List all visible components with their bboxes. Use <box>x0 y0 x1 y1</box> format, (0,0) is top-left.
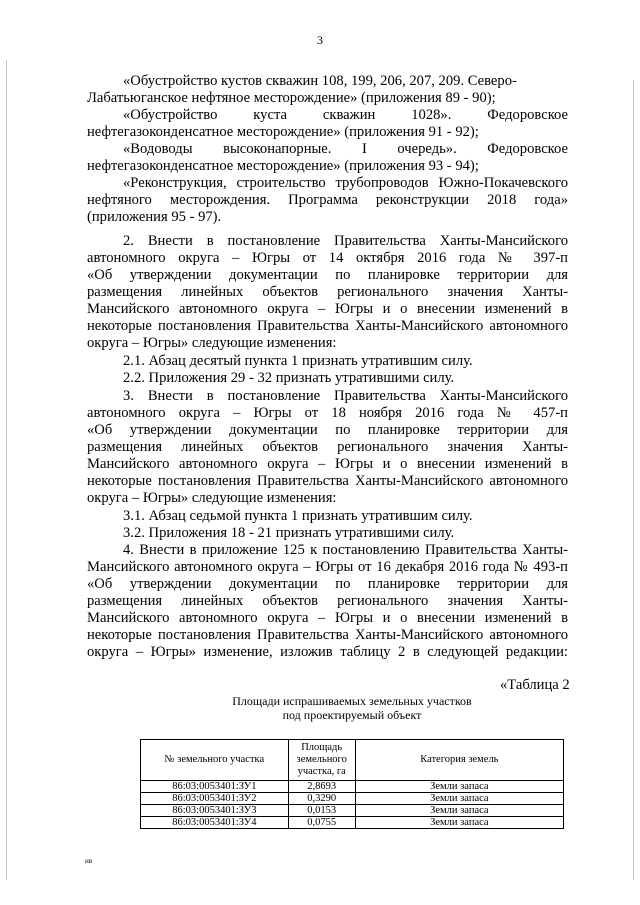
cell-plot-number: 86:03:0053401:ЗУ2 <box>141 793 289 805</box>
text-line: «Об утверждении документации по планировке территории для <box>87 267 568 283</box>
cell-plot-number: 86:03:0053401:ЗУ4 <box>141 817 289 829</box>
header-plot-number: № земельного участка <box>141 740 289 781</box>
text-line: 3.1. Абзац седьмой пункта 1 признать утратившим силу. <box>123 508 473 524</box>
text-line: «Об утверждении документации по планировке территории для <box>87 422 568 438</box>
cell-plot-area: 0,0755 <box>288 817 355 829</box>
text-line: размещения линейных объектов регионального значения Ханты- <box>87 593 568 609</box>
text-line: размещения линейных объектов регионального значения Ханты- <box>87 439 568 455</box>
text-line: нефтяного месторождения. Программа реконструкции 2018 года» <box>87 192 568 208</box>
table-label: «Таблица 2 <box>500 677 570 693</box>
text-line: Мансийского автономного округа – Югры и о внесении изменений в <box>87 301 568 317</box>
text-line: (приложения 95 - 97). <box>87 209 222 225</box>
table-row <box>141 781 564 793</box>
text-line: нефтегазоконденсатное месторождение» (приложения 91 - 92); <box>87 124 479 140</box>
cell-land-category: Земли запаса <box>355 817 563 829</box>
text-line: 4. Внести в приложение 125 к постановлению Правительства Ханты- <box>123 542 568 558</box>
text-line: «Обустройство куста скважин 1028». Федоровское <box>123 107 568 123</box>
text-line: некоторые постановления Правительства Ханты-Мансийского автономного <box>87 627 568 643</box>
table-caption-line-2: под проектируемый объект <box>282 708 422 722</box>
cell-land-category: Земли запаса <box>355 805 563 817</box>
land-plots-table <box>140 739 564 829</box>
text-line: автономного округа – Югры от 14 октября 2016 года № 397-п <box>87 250 568 266</box>
text-line: автономного округа – Югры от 18 ноября 2016 года № 457-п <box>87 405 568 421</box>
table-row <box>141 817 564 829</box>
text-line: 3.2. Приложения 18 - 21 признать утратившими силу. <box>123 525 455 541</box>
page-number: 3 <box>317 33 323 47</box>
cell-plot-number: 86:03:0053401:ЗУ3 <box>141 805 289 817</box>
text-line: некоторые постановления Правительства Ханты-Мансийского автономного <box>87 318 568 334</box>
text-line: округа – Югры» следующие изменения: <box>87 490 337 506</box>
text-line: Лабатьюганское нефтяное месторождение» (приложения 89 - 90); <box>87 90 496 106</box>
cell-plot-area: 2,8693 <box>288 781 355 793</box>
text-line: Мансийского автономного округа – Югры и о внесении изменений в <box>87 610 568 626</box>
footer-mark: нв <box>85 857 93 865</box>
text-line: 2. Внести в постановление Правительства Ханты-Мансийского <box>123 233 568 249</box>
text-line: 2.1. Абзац десятый пункта 1 признать утратившим силу. <box>123 353 473 369</box>
text-line: 2.2. Приложения 29 - 32 признать утратившими силу. <box>123 370 455 386</box>
text-line: «Обустройство кустов скважин 108, 199, 206, 207, 209. Северо- <box>123 73 517 89</box>
text-line: «Водоводы высоконапорные. I очередь». Федоровское <box>123 141 568 157</box>
header-plot-area: Площадь земельного участка, га <box>288 740 355 781</box>
text-line: округа – Югры» изменение, изложив таблицу 2 в следующей редакции: <box>87 644 568 660</box>
text-line: Мансийского автономного округа – Югры от 16 декабря 2016 года № 493-п <box>87 559 568 575</box>
cell-plot-number: 86:03:0053401:ЗУ1 <box>141 781 289 793</box>
text-line: «Реконструкция, строительство трубопроводов Южно-Покачевского <box>123 175 568 191</box>
text-line: округа – Югры» следующие изменения: <box>87 335 337 351</box>
text-line: некоторые постановления Правительства Ханты-Мансийского автономного <box>87 473 568 489</box>
table-caption-line-1: Площади испрашиваемых земельных участков <box>232 694 472 708</box>
text-line: размещения линейных объектов регионального значения Ханты- <box>87 284 568 300</box>
cell-plot-area: 0,0153 <box>288 805 355 817</box>
table-header-row <box>141 740 564 781</box>
cell-land-category: Земли запаса <box>355 781 563 793</box>
text-line: «Об утверждении документации по планировке территории для <box>87 576 568 592</box>
cell-plot-area: 0,3290 <box>288 793 355 805</box>
table-row <box>141 793 564 805</box>
text-line: 3. Внести в постановление Правительства Ханты-Мансийского <box>123 388 568 404</box>
scan-edge-left <box>6 60 7 880</box>
header-land-category: Категория земель <box>355 740 563 781</box>
text-line: Мансийского автономного округа – Югры и о внесении изменений в <box>87 456 568 472</box>
table-row <box>141 805 564 817</box>
scan-edge-right <box>633 80 634 880</box>
text-line: нефтегазоконденсатное месторождение» (приложения 93 - 94); <box>87 158 479 174</box>
cell-land-category: Земли запаса <box>355 793 563 805</box>
